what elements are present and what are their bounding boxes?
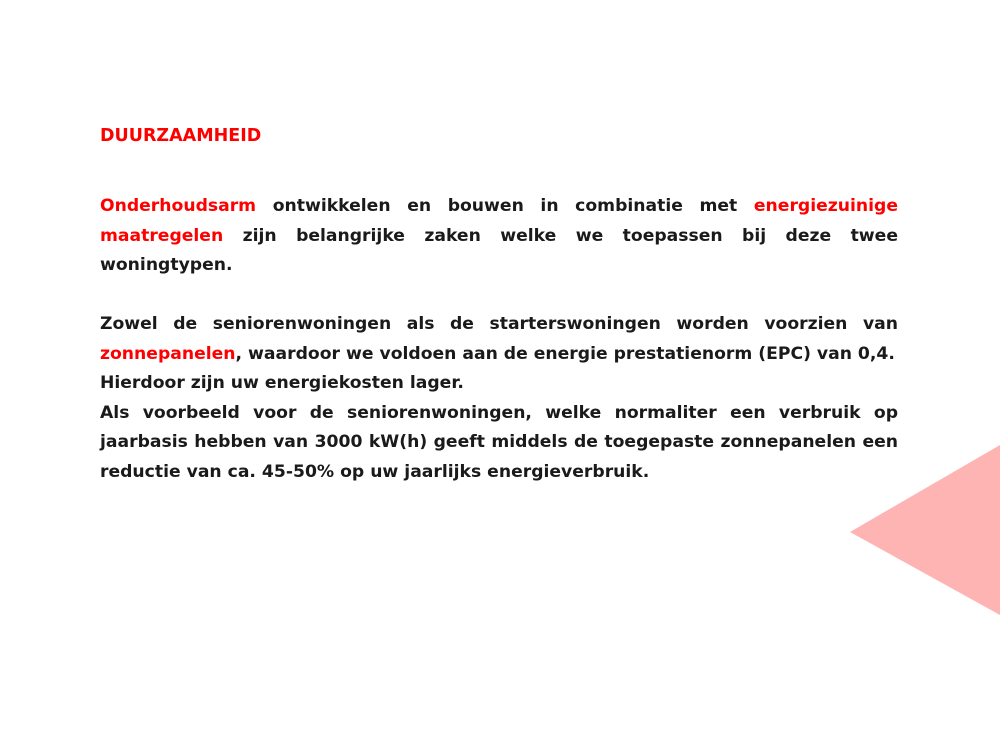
slide-body bbox=[100, 192, 898, 487]
paragraph-voorbeeld: Als voorbeeld voor de seniorenwoningen, welke normaliter een verbruik op jaarbasis hebben van 3000 kW(h) geeft middels de toegepaste zonnepanelen een reductie van ca. 45-50% op uw jaarlijks energieverbruik. bbox=[100, 402, 898, 482]
paragraph-spacer bbox=[100, 281, 898, 311]
highlight-energiezuinige-maatregelen: energiezuinige maatregelen bbox=[100, 196, 898, 246]
highlight-zonnepanelen: zonnepanelen bbox=[100, 343, 236, 364]
paragraph-text: , waardoor we voldoen aan de energie prestatienorm (EPC) van 0,4. bbox=[235, 343, 895, 364]
paragraph-text: ontwikkelen en bouwen in combinatie met bbox=[256, 196, 754, 216]
paragraph-onderhoudsarm bbox=[100, 192, 898, 281]
paragraph-energiekosten: Hierdoor zijn uw energiekosten lager. bbox=[100, 373, 464, 393]
highlight-onderhoudsarm: Onderhoudsarm bbox=[100, 196, 257, 216]
paragraph-text: Zowel de seniorenwoningen als de starterswoningen worden voorzien van bbox=[100, 314, 898, 334]
slide-title: DUURZAAMHEID bbox=[100, 126, 262, 146]
triangle-shape bbox=[850, 445, 1000, 615]
paragraph-text: zijn belangrijke zaken welke we toepassen bij deze twee woningtypen. bbox=[100, 225, 898, 275]
decorative-triangle-icon bbox=[850, 445, 1000, 615]
paragraph-zonnepanelen bbox=[100, 310, 898, 369]
